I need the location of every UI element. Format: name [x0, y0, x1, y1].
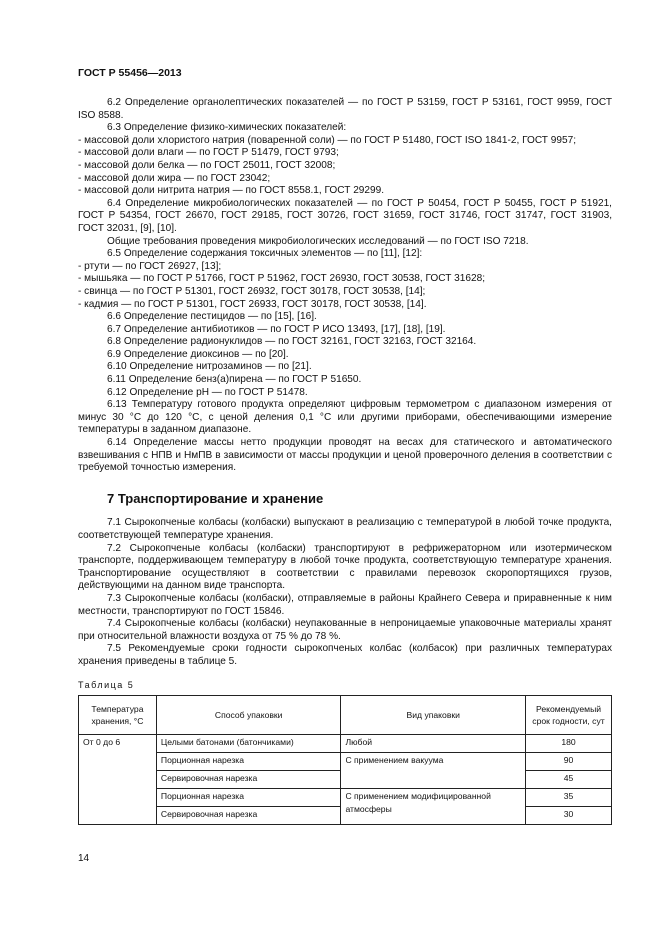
page-number: 14 [78, 853, 90, 864]
paragraph: 6.3 Определение физико-химических показателей: [107, 122, 347, 134]
paragraph: Общие требования проведения микробиологических исследований — по ГОСТ ISO 7218. [107, 235, 529, 247]
table-header: Рекомендуемый срок годности, сут [526, 696, 612, 735]
method-cell: Порционная нарезка [156, 753, 341, 771]
paragraph: 6.10 Определение нитрозаминов — по [21]. [107, 361, 312, 373]
paragraph: 7.1 Сырокопченые колбасы (колбаски) выпускают в реализацию с температурой в любой точке продукта, соответствующей температуре хранения. [78, 517, 612, 541]
paragraph: 6.4 Определение микробиологических показателей — по ГОСТ Р 50454, ГОСТ Р 50455, ГОСТ Р 51921, ГОСТ Р 54354, ГОСТ 26670, ГОСТ 29185, ГОСТ 30726, ГОСТ 31659, ГОСТ 31746, ГОСТ 31747, ГОСТ 31903, ГОСТ 32031, [9], [10]. [78, 197, 612, 234]
list-item: - массовой доли нитрита натрия — по ГОСТ 8558.1, ГОСТ 29299. [78, 185, 385, 197]
table-caption: Таблица 5 [78, 679, 135, 690]
paragraph: 6.7 Определение антибиотиков — по ГОСТ Р ИСО 13493, [17], [18], [19]. [107, 323, 446, 335]
document-header: ГОСТ Р 55456—2013 [78, 67, 182, 79]
list-item: - ртути — по ГОСТ 26927, [13]; [78, 260, 222, 272]
days-cell: 35 [526, 789, 612, 807]
days-cell: 30 [526, 807, 612, 825]
table-row [79, 735, 612, 753]
paragraph: 6.6 Определение пестицидов — по [15], [16]. [107, 311, 317, 323]
table-header: Температура хранения, °С [79, 696, 157, 735]
paragraph: 6.5 Определение содержания токсичных элементов — по [11], [12]: [107, 248, 423, 260]
table-header: Способ упаковки [156, 696, 341, 735]
list-item: - массовой доли белка — по ГОСТ 25011, ГОСТ 32008; [78, 159, 336, 171]
table-header-row [79, 696, 612, 735]
list-item: - мышьяка — по ГОСТ Р 51766, ГОСТ Р 51962, ГОСТ 26930, ГОСТ 30538, ГОСТ 31628; [78, 273, 486, 285]
method-cell: Сервировочная нарезка [156, 771, 341, 789]
paragraph: 6.13 Температуру готового продукта определяют цифровым термометром с диапазоном измерения от минус 30 °С до 120 °С, с ценой деления 0,1 °С или другими приборами, обеспечивающими измерение температуры в заданном диапазоне. [78, 399, 612, 436]
shelf-life-table [78, 695, 612, 825]
paragraph: 6.11 Определение бенз(а)пирена — по ГОСТ Р 51650. [107, 374, 362, 386]
pack-type-cell: С применением вакуума [341, 753, 526, 789]
pack-type-cell: С применением модифицированной атмосферы [341, 789, 526, 825]
method-cell: Сервировочная нарезка [156, 807, 341, 825]
paragraph: 6.12 Определение pH — по ГОСТ Р 51478. [107, 386, 308, 398]
paragraph: 6.2 Определение органолептических показателей — по ГОСТ Р 53159, ГОСТ Р 53161, ГОСТ 9959, ГОСТ ISO 8588. [78, 97, 612, 121]
paragraph: 7.3 Сырокопченые колбасы (колбаски), отправляемые в районы Крайнего Севера и приравненные к ним местности, транспортируют по ГОСТ 15846. [78, 592, 612, 617]
days-cell: 90 [526, 753, 612, 771]
list-item: - массовой доли жира — по ГОСТ 23042; [78, 172, 271, 184]
paragraph: 7.2 Сырокопченые колбасы (колбаски) транспортируют в рефрижераторном или изотермическом транспорте, поддерживающем температуру в любой точке продукта, соответствующую температуре хранения. Транспортирование осуществляют в соответствии с правилами перевозок скоропортящихся грузов, действующими на данном виде транспорта. [78, 542, 612, 592]
table-row [79, 789, 612, 807]
paragraph: 6.9 Определение диоксинов — по [20]. [107, 348, 289, 360]
list-item: - кадмия — по ГОСТ Р 51301, ГОСТ 26933, ГОСТ 30178, ГОСТ 30538, [14]. [78, 298, 427, 310]
section-title: 7 Транспортирование и хранение [107, 490, 324, 506]
list-item: - массовой доли влаги — по ГОСТ Р 51479, ГОСТ 9793; [78, 147, 339, 159]
paragraph: 7.4 Сырокопченые колбасы (колбаски) неупакованные в непроницаемые упаковочные материалы хранят при относительной влажности воздуха от 75 % до 78 %. [78, 618, 612, 642]
list-item: - свинца — по ГОСТ Р 51301, ГОСТ 26932, ГОСТ 30178, ГОСТ 30538, [14]; [78, 285, 426, 297]
paragraph: 7.5 Рекомендуемые сроки годности сырокопченых колбас (колбасок) при различных температурах хранения приведены в таблице 5. [78, 643, 612, 667]
document-body [78, 97, 612, 825]
method-cell: Целыми батонами (батончиками) [156, 735, 341, 753]
table-header: Вид упаковки [341, 696, 526, 735]
table-row [79, 753, 612, 771]
days-cell: 180 [526, 735, 612, 753]
pack-type-cell: Любой [341, 735, 526, 753]
days-cell: 45 [526, 771, 612, 789]
method-cell: Порционная нарезка [156, 789, 341, 807]
paragraph: 6.14 Определение массы нетто продукции проводят на весах для статического и автоматического взвешивания с НПВ и НмПВ в зависимости от массы продукции и ценой проверочного деления в соответствии с требуемой точностью измерения. [78, 437, 612, 474]
temperature-cell: От 0 до 6 [79, 735, 157, 825]
paragraph: 6.8 Определение радионуклидов — по ГОСТ 32161, ГОСТ 32163, ГОСТ 32164. [107, 336, 477, 348]
list-item: - массовой доли хлористого натрия (поваренной соли) — по ГОСТ Р 51480, ГОСТ ISO 1841-2, ГОСТ 9957; [78, 134, 577, 146]
